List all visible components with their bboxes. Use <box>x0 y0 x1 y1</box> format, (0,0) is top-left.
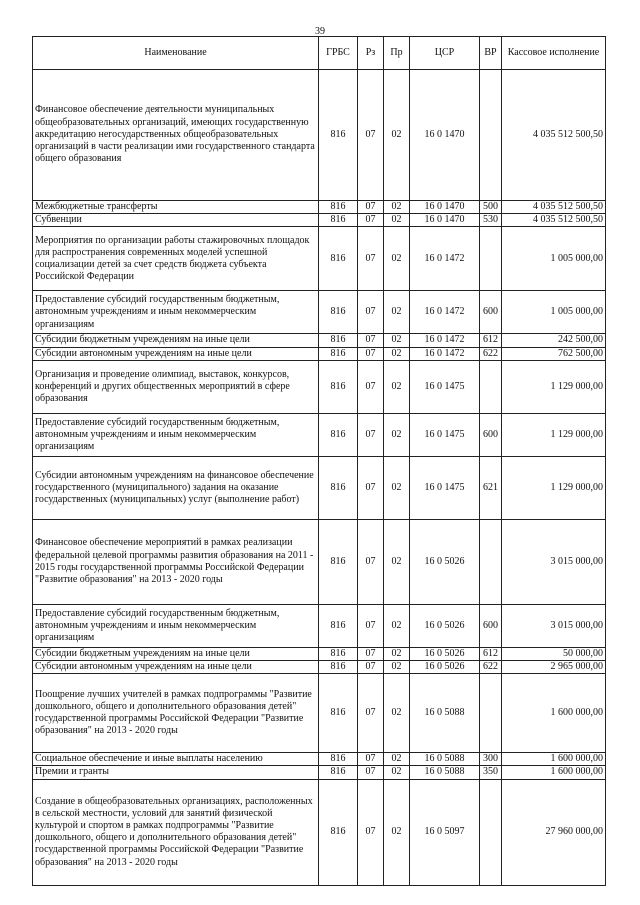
row-grbs: 816 <box>319 334 358 347</box>
row-rz: 07 <box>358 766 384 779</box>
row-vr: 530 <box>480 214 502 227</box>
row-amount: 4 035 512 500,50 <box>502 70 606 201</box>
table-row <box>33 360 606 413</box>
row-pr: 02 <box>384 360 410 413</box>
row-pr: 02 <box>384 456 410 519</box>
row-rz: 07 <box>358 291 384 334</box>
row-csr: 16 0 5026 <box>410 604 480 647</box>
row-csr: 16 0 1472 <box>410 291 480 334</box>
row-name: Межбюджетные трансферты <box>33 201 319 214</box>
row-grbs: 816 <box>319 753 358 766</box>
row-amount: 762 500,00 <box>502 347 606 360</box>
row-pr: 02 <box>384 674 410 753</box>
row-amount: 1 005 000,00 <box>502 227 606 291</box>
row-rz: 07 <box>358 201 384 214</box>
header-name: Наименование <box>33 37 319 70</box>
row-amount: 1 129 000,00 <box>502 456 606 519</box>
row-grbs: 816 <box>319 766 358 779</box>
row-amount: 1 129 000,00 <box>502 360 606 413</box>
header-rz: Рз <box>358 37 384 70</box>
header-vr: ВР <box>480 37 502 70</box>
row-grbs: 816 <box>319 674 358 753</box>
table-row <box>33 519 606 604</box>
row-pr: 02 <box>384 604 410 647</box>
row-pr: 02 <box>384 347 410 360</box>
row-amount: 50 000,00 <box>502 647 606 660</box>
row-vr: 622 <box>480 347 502 360</box>
row-name: Организация и проведение олимпиад, выставок, конкурсов, конференций и других общественных мероприятий в сфере образования <box>33 360 319 413</box>
row-vr <box>480 779 502 885</box>
row-name: Субсидии автономным учреждениям на финансовое обеспечение государственного (муниципального) задания на оказание государственных (муниципальных) услуг (выполнение работ) <box>33 456 319 519</box>
row-csr: 16 0 1472 <box>410 347 480 360</box>
row-grbs: 816 <box>319 70 358 201</box>
table-row <box>33 334 606 347</box>
row-csr: 16 0 5097 <box>410 779 480 885</box>
row-rz: 07 <box>358 360 384 413</box>
row-grbs: 816 <box>319 779 358 885</box>
table-row <box>33 70 606 201</box>
row-amount: 1 600 000,00 <box>502 766 606 779</box>
row-name: Предоставление субсидий государственным бюджетным, автономным учреждениям и иным некоммерческим организациям <box>33 291 319 334</box>
row-csr: 16 0 5088 <box>410 766 480 779</box>
row-vr: 621 <box>480 456 502 519</box>
row-pr: 02 <box>384 291 410 334</box>
row-name: Субсидии бюджетным учреждениям на иные цели <box>33 647 319 660</box>
row-name: Социальное обеспечение и иные выплаты населению <box>33 753 319 766</box>
table-row <box>33 201 606 214</box>
row-pr: 02 <box>384 70 410 201</box>
row-pr: 02 <box>384 214 410 227</box>
row-rz: 07 <box>358 456 384 519</box>
row-name: Субвенции <box>33 214 319 227</box>
row-name: Премии и гранты <box>33 766 319 779</box>
row-name: Создание в общеобразовательных организациях, расположенных в сельской местности, условий для занятий физической культурой и спортом в рамках подпрограммы "Развитие дошкольного, общего и дополнительного образования детей" государственной программы Российской Федерации "Развитие образования" на 2013 - 2020 годы <box>33 779 319 885</box>
row-csr: 16 0 5088 <box>410 674 480 753</box>
table-row <box>33 413 606 456</box>
row-csr: 16 0 1470 <box>410 201 480 214</box>
row-csr: 16 0 1475 <box>410 413 480 456</box>
row-vr: 300 <box>480 753 502 766</box>
row-amount: 3 015 000,00 <box>502 519 606 604</box>
row-grbs: 816 <box>319 604 358 647</box>
table-row <box>33 456 606 519</box>
row-grbs: 816 <box>319 214 358 227</box>
row-pr: 02 <box>384 413 410 456</box>
row-csr: 16 0 1470 <box>410 214 480 227</box>
row-grbs: 816 <box>319 347 358 360</box>
table-row <box>33 766 606 779</box>
row-pr: 02 <box>384 227 410 291</box>
row-pr: 02 <box>384 766 410 779</box>
table-row <box>33 291 606 334</box>
row-grbs: 816 <box>319 456 358 519</box>
row-pr: 02 <box>384 334 410 347</box>
row-vr: 622 <box>480 661 502 674</box>
table-row <box>33 604 606 647</box>
row-name: Предоставление субсидий государственным бюджетным, автономным учреждениям и иным некоммерческим организациям <box>33 604 319 647</box>
row-amount: 3 015 000,00 <box>502 604 606 647</box>
row-vr: 600 <box>480 413 502 456</box>
row-vr: 350 <box>480 766 502 779</box>
row-rz: 07 <box>358 779 384 885</box>
row-grbs: 816 <box>319 661 358 674</box>
row-name: Поощрение лучших учителей в рамках подпрограммы "Развитие дошкольного, общего и дополнительного образования детей" государственной программы Российской Федерации "Развитие образования" на 2013 - 2020 годы <box>33 674 319 753</box>
table-row <box>33 647 606 660</box>
row-grbs: 816 <box>319 413 358 456</box>
row-amount: 4 035 512 500,50 <box>502 214 606 227</box>
row-amount: 1 129 000,00 <box>502 413 606 456</box>
row-grbs: 816 <box>319 519 358 604</box>
row-csr: 16 0 5026 <box>410 647 480 660</box>
row-rz: 07 <box>358 334 384 347</box>
table-row <box>33 779 606 885</box>
row-grbs: 816 <box>319 291 358 334</box>
row-pr: 02 <box>384 647 410 660</box>
row-rz: 07 <box>358 753 384 766</box>
row-vr: 600 <box>480 604 502 647</box>
table-row <box>33 753 606 766</box>
row-csr: 16 0 1472 <box>410 227 480 291</box>
row-rz: 07 <box>358 413 384 456</box>
table-row <box>33 661 606 674</box>
row-grbs: 816 <box>319 647 358 660</box>
row-name: Субсидии автономным учреждениям на иные цели <box>33 661 319 674</box>
header-grbs: ГРБС <box>319 37 358 70</box>
header-pr: Пр <box>384 37 410 70</box>
row-name: Субсидии автономным учреждениям на иные цели <box>33 347 319 360</box>
row-amount: 1 600 000,00 <box>502 753 606 766</box>
row-vr: 612 <box>480 647 502 660</box>
row-pr: 02 <box>384 779 410 885</box>
row-pr: 02 <box>384 661 410 674</box>
row-rz: 07 <box>358 70 384 201</box>
row-csr: 16 0 5026 <box>410 519 480 604</box>
page-number: 39 <box>315 26 325 37</box>
row-name: Мероприятия по организации работы стажировочных площадок для распространения современных моделей успешной социализации детей за счет средств бюджета субъекта Российской Федерации <box>33 227 319 291</box>
row-csr: 16 0 1472 <box>410 334 480 347</box>
row-vr <box>480 227 502 291</box>
row-vr: 612 <box>480 334 502 347</box>
row-vr <box>480 360 502 413</box>
row-rz: 07 <box>358 519 384 604</box>
row-amount: 27 960 000,00 <box>502 779 606 885</box>
header-csr: ЦСР <box>410 37 480 70</box>
row-vr <box>480 70 502 201</box>
row-rz: 07 <box>358 674 384 753</box>
row-pr: 02 <box>384 519 410 604</box>
row-name: Финансовое обеспечение мероприятий в рамках реализации федеральной целевой программы развития образования на 2011 - 2015 годы государственной программы Российской Федерации "Развитие образования" на 2013 - 2020 годы <box>33 519 319 604</box>
header-amount: Кассовое исполнение <box>502 37 606 70</box>
row-csr: 16 0 5088 <box>410 753 480 766</box>
table-row <box>33 214 606 227</box>
row-rz: 07 <box>358 214 384 227</box>
row-amount: 1 600 000,00 <box>502 674 606 753</box>
row-name: Субсидии бюджетным учреждениям на иные цели <box>33 334 319 347</box>
row-vr: 600 <box>480 291 502 334</box>
row-csr: 16 0 1475 <box>410 360 480 413</box>
row-rz: 07 <box>358 347 384 360</box>
row-rz: 07 <box>358 227 384 291</box>
row-vr <box>480 519 502 604</box>
row-amount: 4 035 512 500,50 <box>502 201 606 214</box>
row-grbs: 816 <box>319 201 358 214</box>
row-pr: 02 <box>384 753 410 766</box>
table-header-row <box>33 37 606 70</box>
row-amount: 1 005 000,00 <box>502 291 606 334</box>
row-name: Финансовое обеспечение деятельности муниципальных общеобразовательных организаций, имеющих государственную аккредитацию негосударственных общеобразовательных организаций в части реализации ими государственного стандарта общего образования <box>33 70 319 201</box>
row-rz: 07 <box>358 647 384 660</box>
row-amount: 242 500,00 <box>502 334 606 347</box>
row-csr: 16 0 5026 <box>410 661 480 674</box>
row-csr: 16 0 1470 <box>410 70 480 201</box>
row-rz: 07 <box>358 661 384 674</box>
row-rz: 07 <box>358 604 384 647</box>
budget-execution-table <box>32 36 606 886</box>
table-row <box>33 227 606 291</box>
table-row <box>33 347 606 360</box>
row-pr: 02 <box>384 201 410 214</box>
row-name: Предоставление субсидий государственным бюджетным, автономным учреждениям и иным некоммерческим организациям <box>33 413 319 456</box>
table-row <box>33 674 606 753</box>
row-vr <box>480 674 502 753</box>
row-grbs: 816 <box>319 227 358 291</box>
row-csr: 16 0 1475 <box>410 456 480 519</box>
row-grbs: 816 <box>319 360 358 413</box>
row-vr: 500 <box>480 201 502 214</box>
row-amount: 2 965 000,00 <box>502 661 606 674</box>
